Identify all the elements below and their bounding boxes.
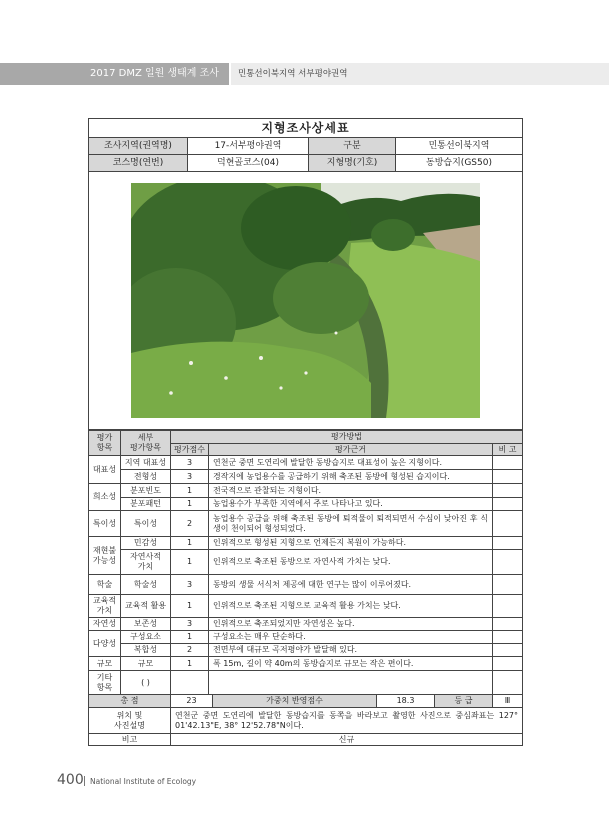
region-value: 17-서부평야권역 (188, 138, 309, 155)
note-cell (493, 498, 523, 511)
subcriterion-label: ( ) (121, 671, 171, 695)
table-row (89, 595, 523, 618)
photo-flower (304, 371, 307, 374)
photo-bush-far (371, 219, 415, 251)
summary-table (88, 694, 523, 746)
photo-flower (224, 376, 228, 380)
note-cell (493, 595, 523, 618)
score-value: 1 (171, 550, 209, 575)
photo-shrub-middle (273, 262, 369, 334)
note-cell (493, 631, 523, 644)
score-value: 1 (171, 595, 209, 618)
criterion-label: 희소성 (89, 484, 121, 511)
table-row (89, 484, 523, 498)
grade-label: 등 급 (435, 695, 493, 708)
site-photo (131, 183, 480, 418)
footer-divider (84, 776, 85, 786)
region-label: 조사지역(권역명) (89, 138, 188, 155)
header-subitem: 세부 평가항목 (121, 431, 171, 456)
header-note: 비 고 (493, 444, 523, 456)
report-title-band: 2017 DMZ 일원 생태계 조사 (0, 63, 229, 85)
basis-text: 연천군 중면 도연리에 발달한 동방습지로 대표성이 높은 지형이다. (209, 456, 493, 470)
basis-text: 전면부에 대규모 곡저평야가 발달해 있다. (209, 644, 493, 657)
table-row (89, 575, 523, 595)
criterion-label: 대표성 (89, 456, 121, 484)
subcriterion-label: 학술성 (121, 575, 171, 595)
table-row (89, 618, 523, 631)
note-cell (493, 550, 523, 575)
landform-value: 동방습지(GS50) (396, 155, 523, 172)
note-cell (493, 618, 523, 631)
basis-text: 폭 15m, 길이 약 40m의 동방습지로 규모는 작은 편이다. (209, 657, 493, 671)
score-value: 3 (171, 470, 209, 484)
subcriterion-label: 교육적 활용 (121, 595, 171, 618)
landform-survey-table (88, 118, 523, 430)
basis-text: 농업용수가 부족한 지역에서 주로 나타나고 있다. (209, 498, 493, 511)
sheet-title: 지형조사상세표 (89, 119, 523, 138)
criterion-label: 특이성 (89, 511, 121, 537)
page-number: 400 (57, 772, 84, 788)
note-cell (493, 470, 523, 484)
basis-text: 인위적으로 축조되었지만 자연성은 높다. (209, 618, 493, 631)
criterion-label: 학술 (89, 575, 121, 595)
note-cell (493, 657, 523, 671)
basis-text: 전국적으로 관찰되는 지형이다. (209, 484, 493, 498)
location-description: 연천군 중면 도연리에 발달한 동방습지를 동쪽을 바라보고 촬영한 사진으로 중심좌표는 127° 01'42.13"E, 38° 12'52.78"N이다. (171, 708, 523, 734)
photo-flower (335, 332, 338, 335)
subcriterion-label: 특이성 (121, 511, 171, 537)
basis-text: 경작지에 농업용수를 공급하기 위해 축조된 동방에 형성된 습지이다. (209, 470, 493, 484)
table-row (89, 644, 523, 657)
criterion-label: 자연성 (89, 618, 121, 631)
photo-tree-canopy-top (241, 186, 351, 270)
evaluation-table (88, 430, 523, 695)
remarks-label: 비고 (89, 734, 171, 746)
basis-text (209, 671, 493, 695)
note-cell (493, 484, 523, 498)
subcriterion-label: 지역 대표성 (121, 456, 171, 470)
course-value: 덕현골코스(04) (188, 155, 309, 172)
division-label: 구분 (309, 138, 396, 155)
subcriterion-label: 보존성 (121, 618, 171, 631)
subcriterion-label: 규모 (121, 657, 171, 671)
division-value: 민통선이북지역 (396, 138, 523, 155)
header-score: 평가점수 (171, 444, 209, 456)
remarks-value: 신규 (171, 734, 523, 746)
photo-cell (89, 172, 523, 430)
note-cell (493, 644, 523, 657)
subcriterion-label: 분포패턴 (121, 498, 171, 511)
photo-flower (259, 356, 263, 360)
note-cell (493, 575, 523, 595)
criterion-label: 다양성 (89, 631, 121, 657)
score-value: 2 (171, 644, 209, 657)
table-row (89, 470, 523, 484)
score-value: 2 (171, 511, 209, 537)
photo-flower (169, 391, 173, 395)
criterion-label: 규모 (89, 657, 121, 671)
subcriterion-label: 구성요소 (121, 631, 171, 644)
header-method: 평가방법 (171, 431, 523, 444)
course-label: 코스명(연번) (89, 155, 188, 172)
note-cell (493, 537, 523, 550)
score-value: 3 (171, 618, 209, 631)
criterion-label: 기타 항목 (89, 671, 121, 695)
basis-text: 구성요소는 매우 단순하다. (209, 631, 493, 644)
table-row (89, 498, 523, 511)
section-title-band: 민통선이북지역 서부평야권역 (231, 63, 609, 85)
subcriterion-label: 복합성 (121, 644, 171, 657)
weighted-score-value: 18.3 (377, 695, 435, 708)
table-row (89, 511, 523, 537)
basis-text: 농업용수 공급을 위해 축조된 동방에 퇴적물이 퇴적되면서 수심이 낮아진 후 식생이 천이되어 형성되었다. (209, 511, 493, 537)
publisher-name: National Institute of Ecology (90, 777, 197, 786)
basis-text: 인위적으로 축조된 동방으로 자연사적 가치는 낮다. (209, 550, 493, 575)
total-score-label: 총 점 (89, 695, 171, 708)
score-value: 1 (171, 657, 209, 671)
score-value: 3 (171, 575, 209, 595)
score-value: 1 (171, 484, 209, 498)
location-label: 위치 및 사진설명 (89, 708, 171, 734)
subcriterion-label: 분포빈도 (121, 484, 171, 498)
table-row (89, 537, 523, 550)
score-value: 1 (171, 498, 209, 511)
photo-flower (279, 386, 282, 389)
criterion-label: 교육적 가치 (89, 595, 121, 618)
table-row (89, 671, 523, 695)
header-item: 평가 항목 (89, 431, 121, 456)
table-row (89, 631, 523, 644)
photo-flower (189, 361, 193, 365)
note-cell (493, 671, 523, 695)
table-row (89, 550, 523, 575)
score-value: 3 (171, 456, 209, 470)
header-basis: 평가근거 (209, 444, 493, 456)
table-row (89, 456, 523, 470)
total-score-value: 23 (171, 695, 213, 708)
basis-text: 인위적으로 축조된 지형으로 교육적 활용 가치는 낮다. (209, 595, 493, 618)
subcriterion-label: 전형성 (121, 470, 171, 484)
subcriterion-label: 민감성 (121, 537, 171, 550)
note-cell (493, 456, 523, 470)
grade-value: Ⅲ (493, 695, 523, 708)
score-value: 1 (171, 631, 209, 644)
basis-text: 동방의 생물 서식처 제공에 대한 연구는 많이 이루어졌다. (209, 575, 493, 595)
score-value: 1 (171, 537, 209, 550)
subcriterion-label: 자연사적 가치 (121, 550, 171, 575)
score-value (171, 671, 209, 695)
basis-text: 인위적으로 형성된 지형으로 언제든지 복원이 가능하다. (209, 537, 493, 550)
table-row (89, 657, 523, 671)
landform-label: 지형명(기호) (309, 155, 396, 172)
note-cell (493, 511, 523, 537)
criterion-label: 재현불 가능성 (89, 537, 121, 575)
weighted-score-label: 가중치 반영점수 (213, 695, 377, 708)
